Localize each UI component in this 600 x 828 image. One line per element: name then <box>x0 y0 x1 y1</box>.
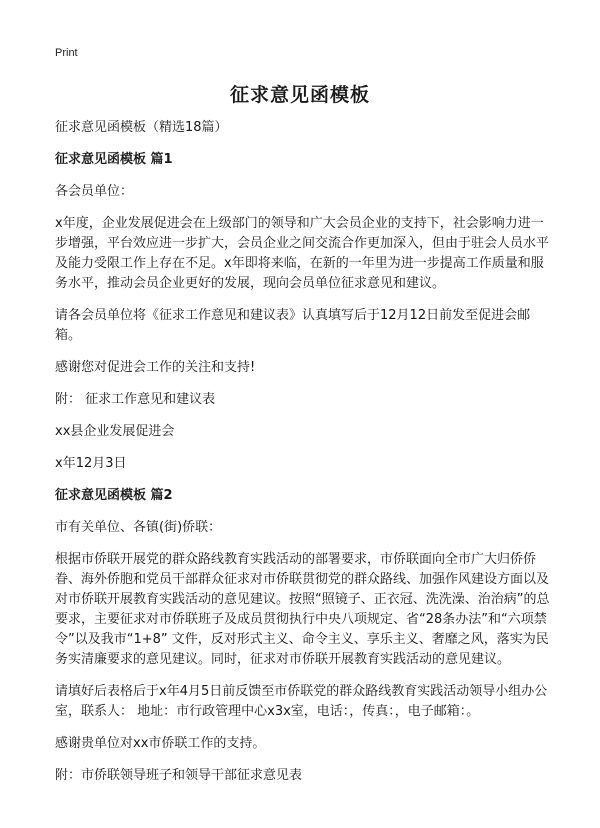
intro-line: 征求意见函模板（精选18篇） <box>55 120 228 135</box>
section-2-paragraph-2: 请填好后表格后于x年4月5日前反馈至市侨联党的群众路线教育实践活动领导小组办公室，联系人： 地址：市行政管理中心x3x室，电话：，传真：，电子邮箱：。 <box>55 684 548 719</box>
print-label: Print <box>55 47 78 59</box>
section-1-greeting: 各会员单位： <box>55 184 134 199</box>
section-1-heading: 征求意见函模板 篇1 <box>55 152 173 167</box>
section-1-date: x年12月3日 <box>55 456 127 471</box>
section-1-attachment: 附： 征求工作意见和建议表 <box>55 392 216 407</box>
section-1-paragraph-3: 感谢您对促进会工作的关注和支持! <box>55 360 256 375</box>
section-2-attachment: 附：市侨联领导班子和领导干部征求意见表 <box>55 768 303 783</box>
section-2-greeting: 市有关单位、各镇(街)侨联： <box>55 520 222 535</box>
document-title: 征求意见函模板 <box>229 84 370 106</box>
section-2-paragraph-3: 感谢贵单位对xx市侨联工作的支持。 <box>55 736 266 751</box>
section-2-heading: 征求意见函模板 篇2 <box>55 488 173 503</box>
section-1-paragraph-1: x年度，企业发展促进会在上级部门的领导和广大会员企业的支持下，社会影响力进一步增强，平台效应进一步扩大，会员企业之间交流合作更加深入，但由于驻会人员水平及能力受限工作上存在不足。x年即将来临，在新的一年里为进一步提高工作质量和服务水平，推动会员企业更好的发展，现向会员单位征求意见和建议。 <box>55 216 550 291</box>
section-2-paragraph-1: 根据市侨联开展党的群众路线教育实践活动的部署要求，市侨联面向全市广大归侨侨眷、海外侨胞和党员干部群众征求对市侨联贯彻党的群众路线、加强作风建设方面以及对市侨联开展教育实践活动的意见建议。按照“照镜子、正衣冠、洗洗澡、治治病”的总要求，主要征求对市侨联班子及成员贯彻执行中央八项规定、省“28条办法”和“六项禁令”以及我市“1+8” 文件，反对形式主义、命令主义、享乐主义、奢靡之风，落实为民务实清廉要求的意见建议。同时，征求对市侨联开展教育实践活动的意见建议。 <box>55 552 550 667</box>
section-1-paragraph-2: 请各会员单位将《征求工作意见和建议表》认真填写后于12月12日前发至促进会邮箱。 <box>55 308 531 343</box>
document-body <box>55 118 555 798</box>
section-1-signature: xx县企业发展促进会 <box>55 424 175 439</box>
